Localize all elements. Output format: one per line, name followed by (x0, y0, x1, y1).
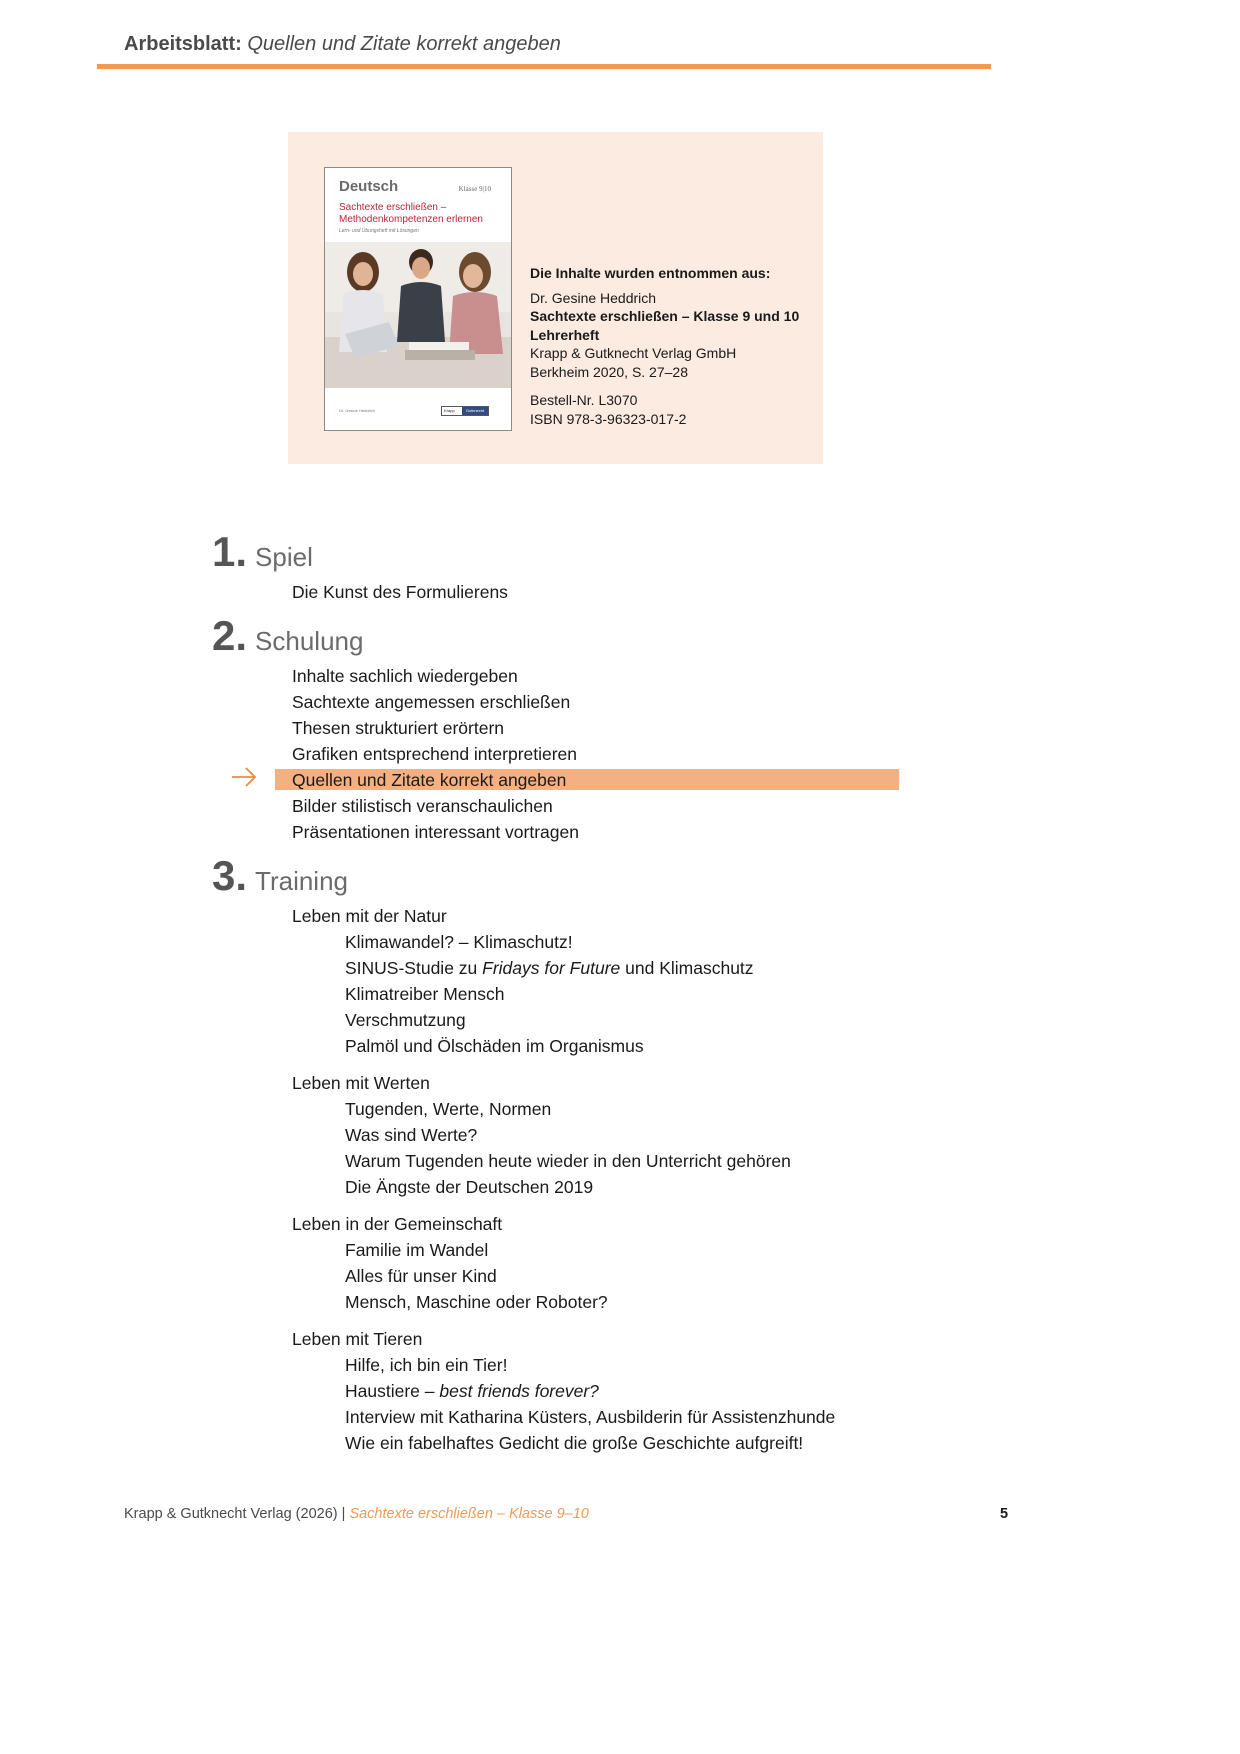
subitem-text: und Klimaschutz (625, 958, 754, 978)
subitem-text: SINUS-Studie zu (345, 958, 478, 978)
toc-subitem[interactable]: Familie im Wandel (345, 1240, 489, 1260)
source-intro: Die Inhalte wurden entnommen aus: (530, 265, 771, 281)
logo-left: Krapp (444, 408, 455, 413)
subitem-text-italic: Fridays for Future (482, 958, 621, 978)
section-title: Training (255, 866, 348, 896)
cover-grade: Klasse 9|10 (458, 185, 491, 193)
footer-publisher: Krapp & Gutknecht Verlag (2026) | (124, 1506, 346, 1522)
toc-subitem[interactable] (345, 958, 754, 979)
section-number: 2. (212, 612, 248, 659)
toc-item[interactable]: Inhalte sachlich wiedergeben (292, 666, 518, 686)
cover-title (339, 202, 483, 226)
page-footer (124, 1506, 589, 1522)
source-info (530, 264, 799, 428)
toc-item[interactable]: Die Kunst des Formulierens (292, 582, 508, 602)
group-heading: Leben in der Gemeinschaft (292, 1214, 503, 1234)
cover-photo (325, 242, 511, 388)
page-header (124, 33, 561, 56)
source-type: Lehrerheft (530, 326, 600, 343)
cover-subtitle: Lern- und Übungsheft mit Lösungen (339, 228, 419, 234)
toc-item[interactable]: Thesen strukturiert erörtern (292, 718, 505, 738)
toc-subitem[interactable]: Palmöl und Ölschäden im Organismus (345, 1036, 644, 1056)
section-number: 3. (212, 852, 248, 899)
toc-subitem[interactable]: Verschmutzung (345, 1010, 466, 1030)
publisher-logo (441, 406, 489, 416)
group-heading: Leben mit Tieren (292, 1329, 423, 1349)
toc-subitem[interactable]: Klimatreiber Mensch (345, 984, 505, 1004)
source-author: Dr. Gesine Heddrich (530, 289, 657, 306)
section-heading (212, 528, 313, 576)
cover-author: Dr. Gesine Heddrich (339, 408, 376, 413)
toc-subitem[interactable]: Mensch, Maschine oder Roboter? (345, 1292, 608, 1312)
toc-subitem[interactable]: Tugenden, Werte, Normen (345, 1099, 552, 1119)
cover-subject: Deutsch (339, 178, 399, 195)
toc-item[interactable]: Grafiken entsprechend interpretieren (292, 744, 578, 764)
toc-subitem[interactable]: Die Ängste der Deutschen 2019 (345, 1177, 594, 1197)
book-cover (324, 167, 512, 431)
source-isbn: ISBN 978-3-96323-017-2 (530, 410, 687, 427)
group-heading: Leben mit Werten (292, 1073, 430, 1093)
section-heading (212, 612, 363, 660)
toc-item[interactable]: Bilder stilistisch veranschaulichen (292, 796, 553, 816)
toc-item-current[interactable]: Quellen und Zitate korrekt angeben (292, 770, 567, 790)
arrow-right-icon (230, 765, 258, 789)
subitem-text-italic: best friends forever? (439, 1381, 599, 1401)
section-heading (212, 852, 348, 900)
page-number: 5 (1000, 1506, 1009, 1522)
logo-right: Gutknecht (462, 407, 488, 415)
toc-subitem[interactable] (345, 1381, 599, 1402)
source-order-no: Bestell-Nr. L3070 (530, 392, 638, 408)
source-place: Berkheim 2020, S. 27–28 (530, 363, 688, 380)
section-title: Spiel (255, 542, 313, 572)
section-number: 1. (212, 528, 248, 575)
toc-item[interactable]: Sachtexte angemessen erschließen (292, 692, 571, 712)
toc-subitem[interactable]: Alles für unser Kind (345, 1266, 497, 1286)
toc-subitem[interactable]: Klimawandel? – Klimaschutz! (345, 932, 573, 952)
subitem-text: Haustiere – (345, 1381, 435, 1401)
cover-title-line2: Methodenkompetenzen erlernen (339, 214, 483, 225)
header-rule (97, 64, 991, 69)
footer-title: Sachtexte erschließen – Klasse 9–10 (349, 1506, 589, 1522)
source-publisher: Krapp & Gutknecht Verlag GmbH (530, 345, 737, 361)
source-title: Sachtexte erschließen – Klasse 9 und 10 (530, 308, 800, 324)
toc-item[interactable]: Präsentationen interessant vortragen (292, 822, 579, 842)
section-title: Schulung (255, 626, 364, 656)
toc-subitem[interactable]: Warum Tugenden heute wieder in den Unterricht gehören (345, 1151, 791, 1171)
header-label: Arbeitsblatt: (124, 33, 242, 55)
cover-title-line1: Sachtexte erschließen – (339, 202, 447, 213)
header-title: Quellen und Zitate korrekt angeben (247, 33, 561, 55)
toc-subitem[interactable]: Wie ein fabelhaftes Gedicht die große Geschichte aufgreift! (345, 1433, 804, 1453)
toc-subitem[interactable]: Interview mit Katharina Küsters, Ausbilderin für Assistenzhunde (345, 1407, 836, 1427)
toc-subitem[interactable]: Hilfe, ich bin ein Tier! (345, 1355, 508, 1375)
group-heading: Leben mit der Natur (292, 906, 447, 926)
toc-subitem[interactable]: Was sind Werte? (345, 1125, 478, 1145)
